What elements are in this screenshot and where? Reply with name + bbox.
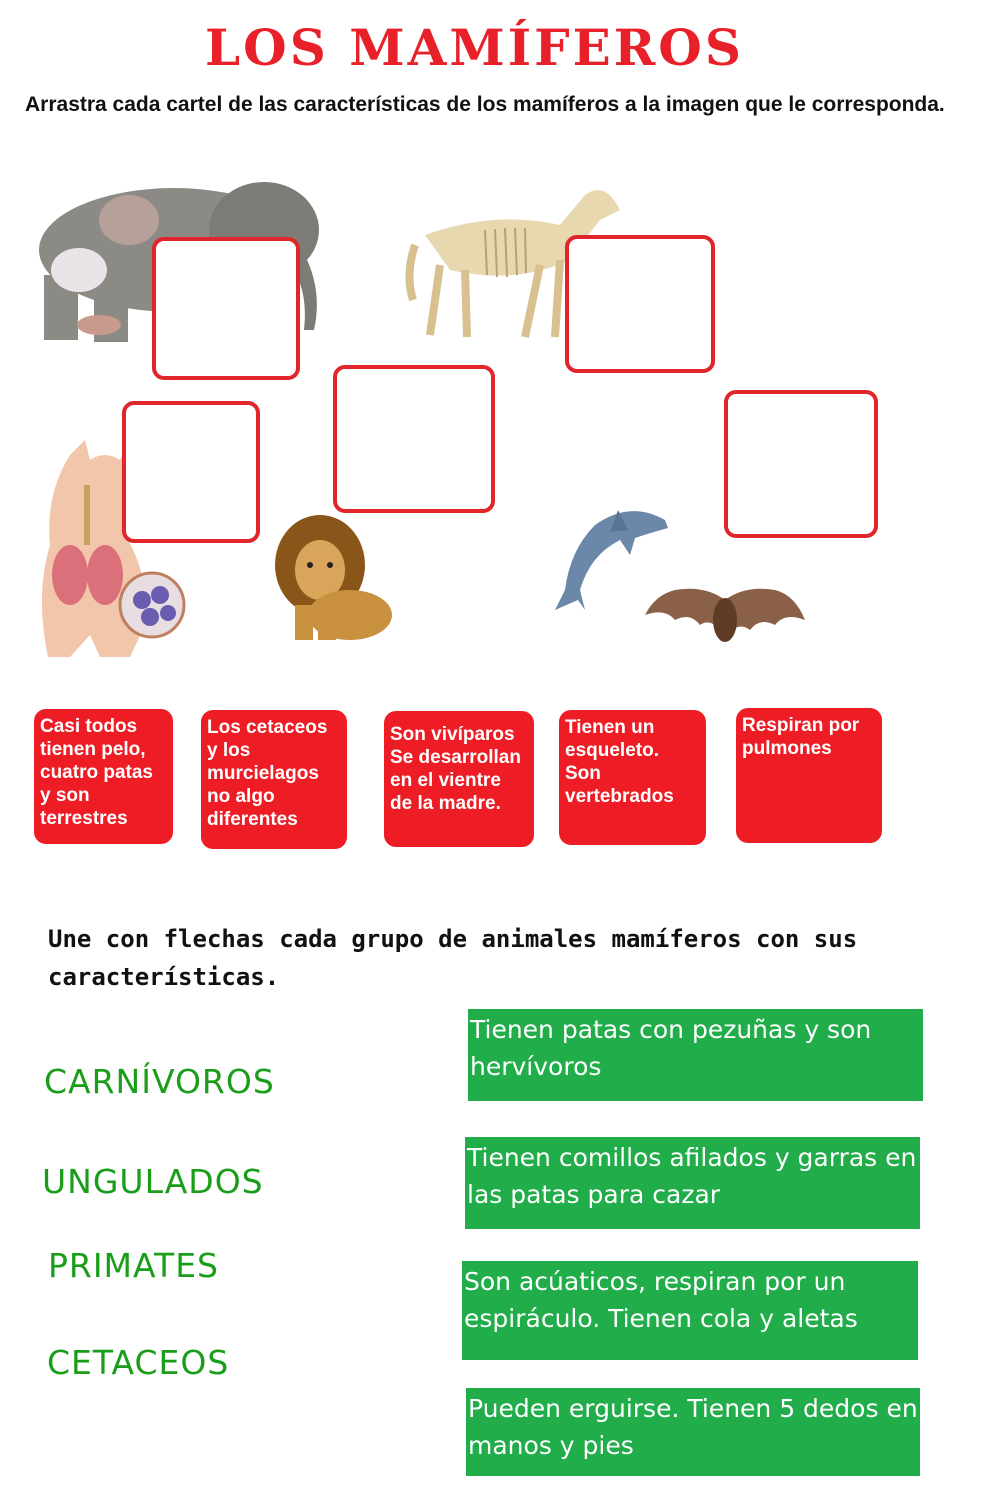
description-box[interactable]: Pueden erguirse. Tienen 5 dedos en manos y pies (466, 1388, 920, 1476)
description-box[interactable]: Son acúaticos, respiran por un espiráculo. Tienen cola y aletas (462, 1261, 918, 1360)
lion-image (270, 510, 395, 645)
page-title: LOS MAMÍFEROS (205, 18, 744, 77)
group-cetaceos[interactable]: CETACEOS (47, 1343, 230, 1382)
group-ungulados[interactable]: UNGULADOS (42, 1162, 264, 1201)
drop-zone-elephant[interactable] (152, 237, 300, 380)
drag-card[interactable]: Son vivíparos Se desarrollan en el vientre de la madre. (384, 711, 534, 847)
group-carnivoros[interactable]: CARNÍVOROS (44, 1062, 275, 1101)
drop-zone-cat[interactable] (122, 401, 260, 543)
group-primates[interactable]: PRIMATES (48, 1246, 220, 1285)
drag-card[interactable]: Casi todos tienen pelo, cuatro patas y son terrestres (34, 709, 173, 844)
drag-card[interactable]: Los cetaceos y los murcielagos no algo diferentes (201, 710, 347, 849)
drop-zone-horse[interactable] (565, 235, 715, 373)
bat-image (645, 580, 805, 655)
drag-instruction: Arrastra cada cartel de las características de los mamíferos a la imagen que le corresponda. (25, 93, 945, 116)
drop-zone-lion[interactable] (333, 365, 495, 513)
match-instruction: Une con flechas cada grupo de animales mamíferos con sus características. (48, 925, 858, 991)
description-box[interactable]: Tienen patas con pezuñas y son hervívoros (468, 1009, 923, 1101)
drop-zone-dolphin-bat[interactable] (724, 390, 878, 538)
description-box[interactable]: Tienen comillos afilados y garras en las patas para cazar (465, 1137, 920, 1229)
drag-card[interactable]: Respiran por pulmones (736, 708, 882, 843)
drag-card[interactable]: Tienen un esqueleto. Son vertebrados (559, 710, 706, 845)
